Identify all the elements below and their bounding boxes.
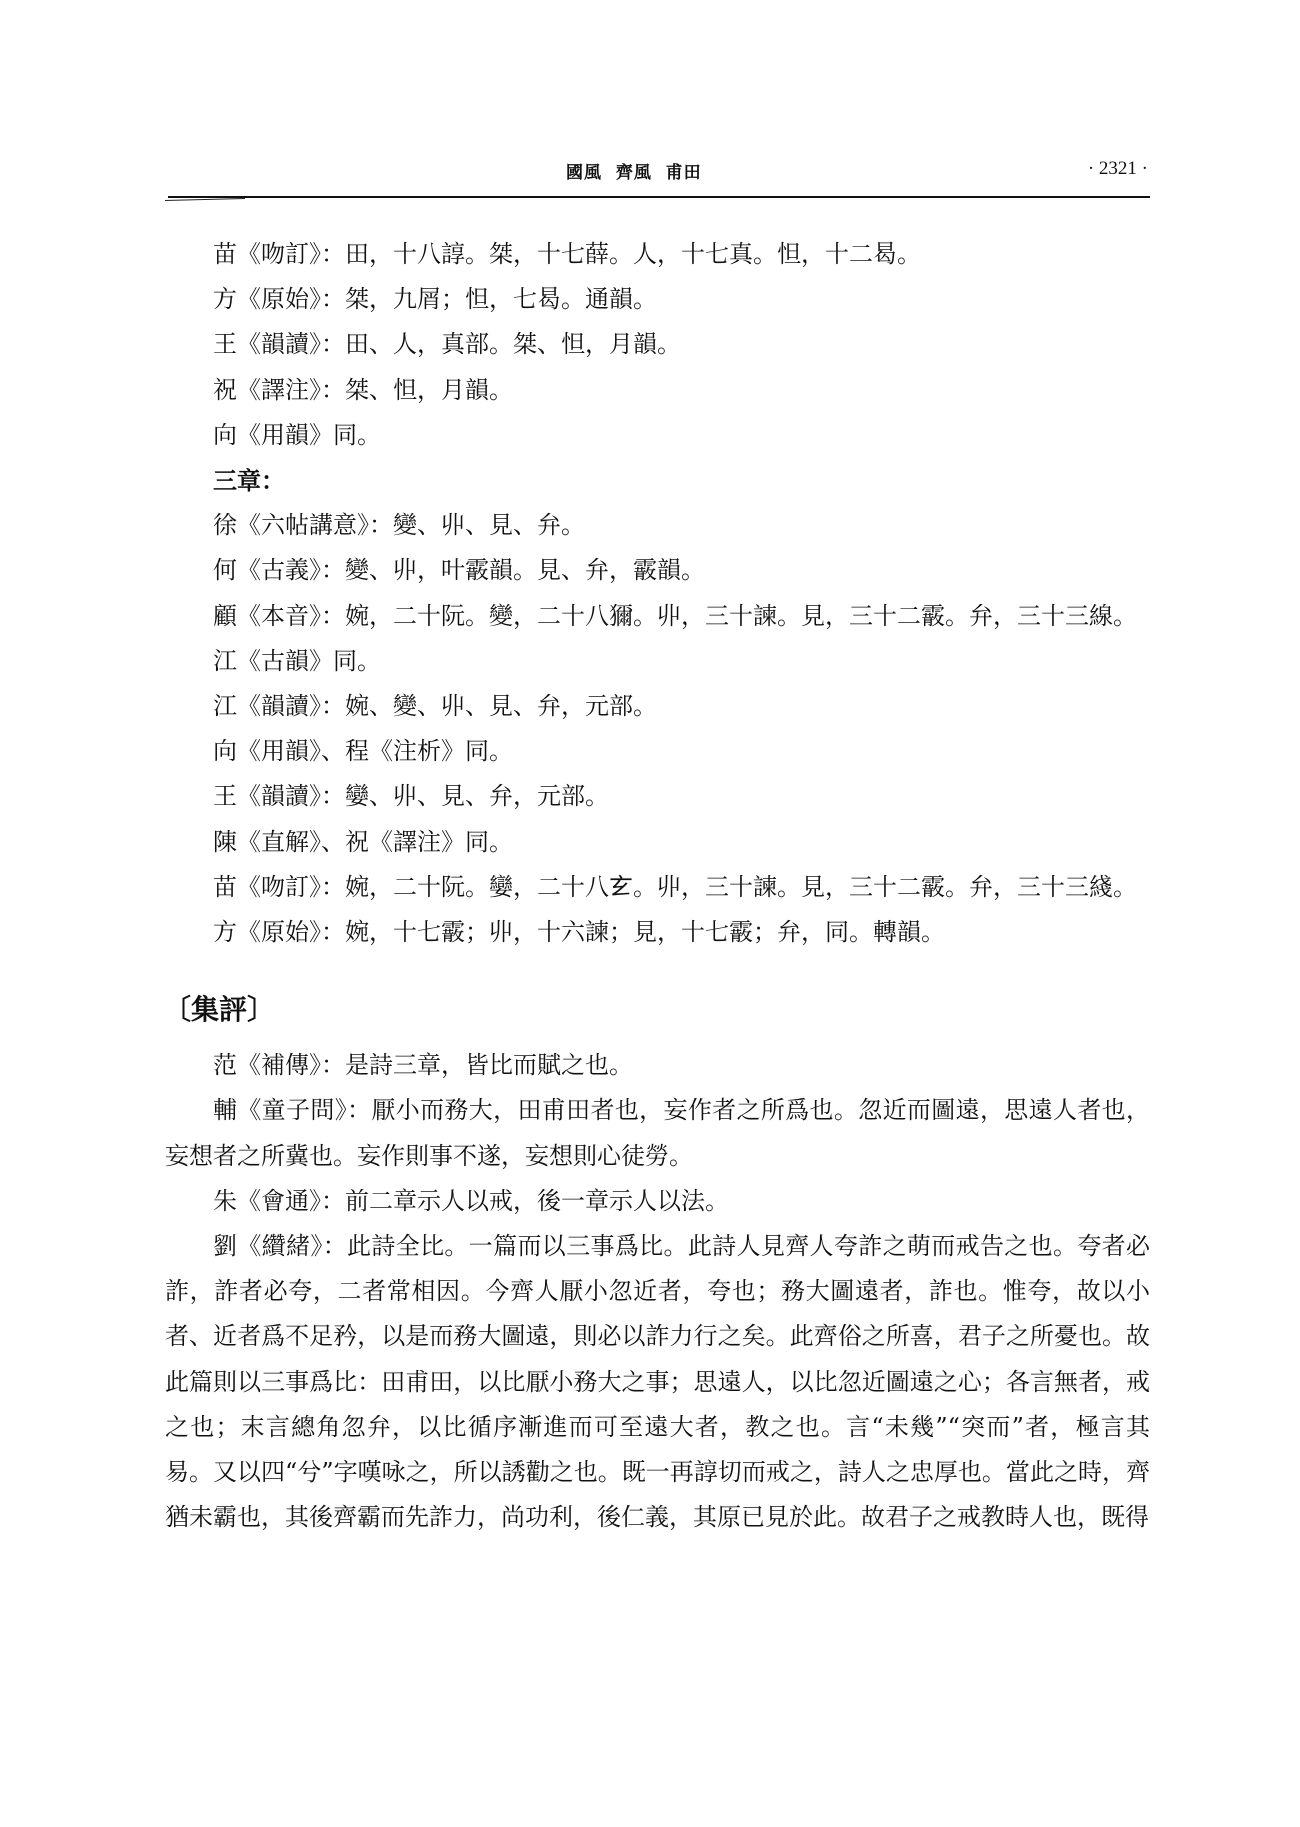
page-body [165,232,1150,1540]
rhyme-note: 方《原始》：婉，十七霰；丱，十六諫；見，十七霰；弁，同。轉韻。 [213,918,945,947]
header-rule-artifact [165,198,245,201]
commentary-paragraph: 范《補傳》：是詩三章，皆比而賦之也。 [213,1051,633,1080]
rhyme-note: 何《古義》：變、丱，叶霰韻。見、弁，霰韻。 [213,556,705,585]
rhyme-note: 王《韻讀》：孌、丱、見、弁，元部。 [213,782,609,811]
rhyme-note: 徐《六帖講意》：變、丱、見、弁。 [213,511,585,540]
rhyme-note: 苗《吻訂》：田，十八諄。桀，十七薛。人，十七真。怛，十二曷。 [213,240,921,268]
page-number: · 2321 · [1087,158,1148,179]
rhyme-note: 向《用韻》同。 [213,420,381,449]
rhyme-note: 祝《譯注》：桀、怛，月韻。 [213,375,513,404]
rhyme-note: 江《韻讀》：婉、變、丱、見、弁，元部。 [213,692,657,721]
running-header [168,158,1148,188]
rhyme-note: 王《韻讀》：田、人，真部。桀、怛，月韻。 [213,330,681,359]
running-header-title: 國風 齊風 甫田 [566,163,702,183]
section-heading-collected-commentary: 〔集評〕 [163,993,276,1027]
chapter-three-label: 三章： [213,466,285,496]
commentary-paragraph: 輔《童子問》：厭小而務大，田甫田者也，妄作者之所爲也。忽近而圖遠，思遠人者也，妄想者之所冀也。妄作則事不遂，妄想則心徒勞。 [165,1096,1150,1170]
rhyme-note: 向《用韻》、程《注析》同。 [213,737,513,766]
rhyme-note: 顧《本音》：婉，二十阮。變，二十八獮。丱，三十諫。見，三十二霰。弁，三十三線。 [213,601,1137,630]
rhyme-note: 陳《直解》、祝《譯注》同。 [213,827,513,856]
rhyme-note: 方《原始》：桀，九屑；怛，七曷。通韻。 [213,285,657,314]
commentary-paragraph: 朱《會通》：前二章示人以戒，後一章示人以法。 [213,1186,729,1215]
commentary-paragraph: 劉《纘緒》：此詩全比。一篇而以三事爲比。此詩人見齊人夸詐之萌而戒告之也。夸者必詐，詐者必夸，二者常相因。今齊人厭小忽近者，夸也；務大圖遠者，詐也。惟夸，故以小者、近者爲不足矜，以是而務大圖遠，則必以詐力行之矣。此齊俗之所喜，君子之所憂也。故此篇則以三事爲比：田甫田，以比厭小務大之事；思遠人，以比忽近圖遠之心；各言無者，戒之也；末言總角忽弁，以比循序漸進而可至遠大者，教之也。言“未幾”“突而”者，極言其易。又以四“兮”字嘆咏之，所以誘勸之也。既一再諄切而戒之，詩人之忠厚也。當此之時，齊猶未霸也，其後齊霸而先詐力，尚功利，後仁義，其原已見於此。故君子之戒教時人也，既得 [165,1232,1150,1532]
rhyme-note: 苗《吻訂》：婉，二十阮。孌，二十八𤣥。丱，三十諫。見，三十二霰。弁，三十三綫。 [213,872,1137,901]
header-rule [168,196,1150,198]
rhyme-note: 江《古韻》同。 [213,646,381,675]
